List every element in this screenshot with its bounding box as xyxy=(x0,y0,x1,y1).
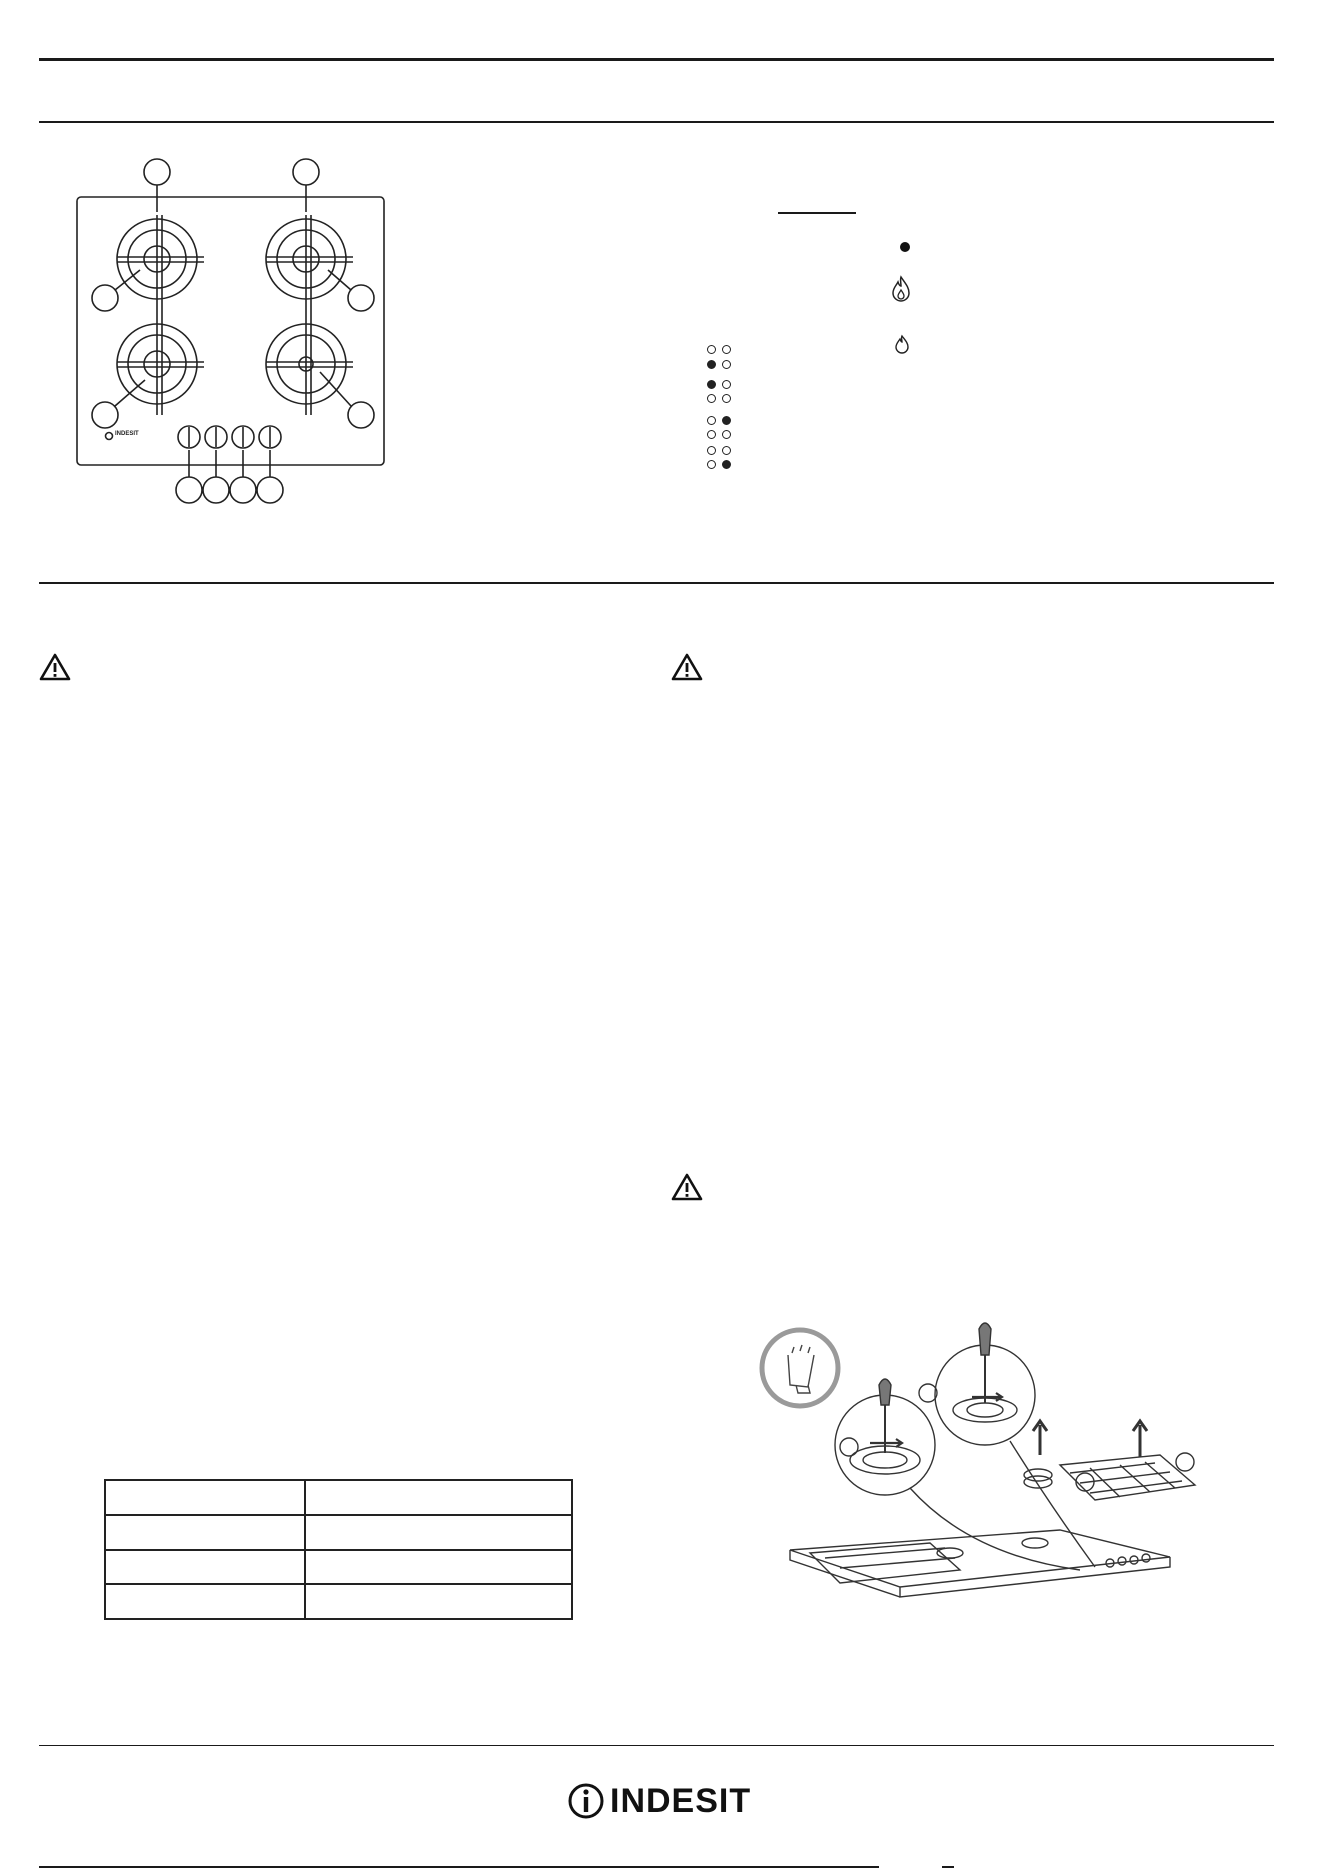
empty-dot-icon xyxy=(722,430,731,439)
empty-dot-icon xyxy=(707,345,716,354)
empty-dot-icon xyxy=(707,446,716,455)
empty-dot-icon xyxy=(707,460,716,469)
brand-logo-text: INDESIT xyxy=(610,1781,752,1820)
indicator-dot-pair xyxy=(707,360,731,369)
warning-icon xyxy=(39,652,71,682)
hob-overview-figure xyxy=(70,150,400,510)
filled-dot-icon xyxy=(707,380,716,389)
indicator-dot-pair xyxy=(707,446,731,455)
indicator-dot-pair xyxy=(707,430,731,439)
indicator-dot-pair xyxy=(707,460,731,469)
warning-icon xyxy=(671,652,703,682)
section-rule-2 xyxy=(39,582,1274,584)
bottom-rule-tick xyxy=(942,1866,954,1868)
indicator-dot-pair xyxy=(707,380,731,389)
small-flame-icon xyxy=(895,335,909,353)
brand-logo xyxy=(568,1781,751,1821)
top-rule xyxy=(39,58,1274,61)
empty-dot-icon xyxy=(722,360,731,369)
indicator-dot-pair xyxy=(707,416,731,425)
filled-dot-icon xyxy=(707,360,716,369)
empty-dot-icon xyxy=(707,430,716,439)
brand-logo-icon xyxy=(568,1781,604,1821)
empty-dot-icon xyxy=(722,446,731,455)
large-flame-icon xyxy=(892,276,910,302)
indicator-dot-pair xyxy=(707,345,731,354)
panel-logo-text: INDESIT xyxy=(115,431,139,437)
legend-underline xyxy=(778,212,856,214)
section-rule-1 xyxy=(39,121,1274,123)
empty-dot-icon xyxy=(707,416,716,425)
off-dot-icon xyxy=(900,242,910,252)
empty-dot-icon xyxy=(722,394,731,403)
indicator-dot-pair xyxy=(707,394,731,403)
empty-dot-icon xyxy=(722,380,731,389)
footer-rule xyxy=(39,1745,1274,1746)
filled-dot-icon xyxy=(722,460,731,469)
spec-table xyxy=(104,1479,573,1620)
burner-cleaning-figure xyxy=(750,1325,1200,1605)
empty-dot-icon xyxy=(722,345,731,354)
bottom-rule xyxy=(39,1866,879,1868)
empty-dot-icon xyxy=(707,394,716,403)
warning-icon xyxy=(671,1172,703,1202)
filled-dot-icon xyxy=(722,416,731,425)
